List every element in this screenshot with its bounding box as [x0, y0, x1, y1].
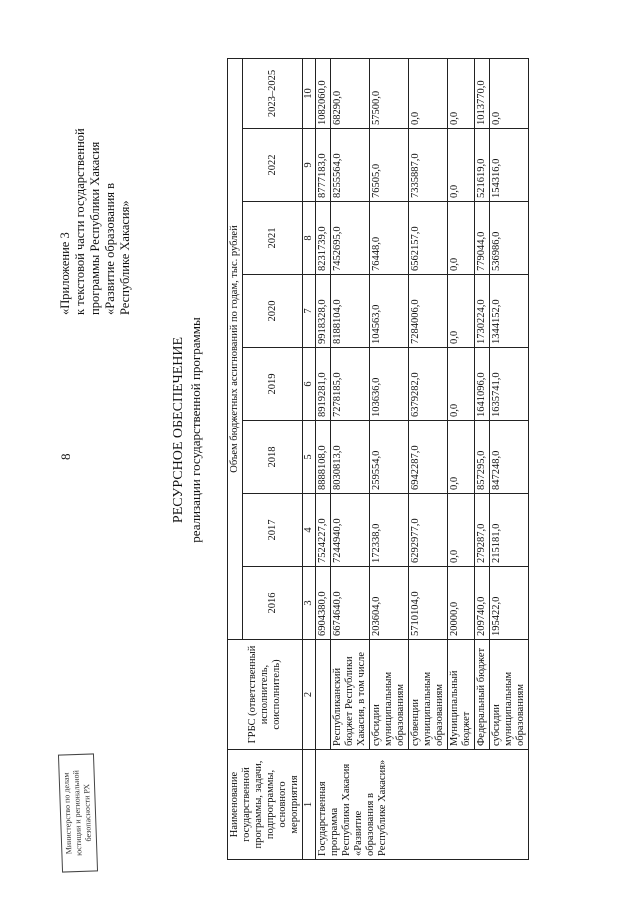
value-cell: 0,0: [448, 494, 475, 567]
value-cell: 8231739,0: [316, 202, 331, 275]
index-cell: 9: [303, 129, 316, 202]
value-cell: 6562157,0: [409, 202, 448, 275]
grbs-cell: Федеральный бюджет: [475, 640, 490, 750]
table-row-total: [316, 59, 331, 860]
value-cell: 0,0: [409, 59, 448, 129]
table-row: [448, 59, 475, 860]
year-header: 2019: [243, 348, 303, 421]
value-cell: 7335887,0: [409, 129, 448, 202]
value-cell: 7524227,0: [316, 494, 331, 567]
value-cell: 8888108,0: [316, 421, 331, 494]
appendix-line: программы Республики Хакасия: [88, 141, 102, 315]
grbs-cell: субсидии муниципальным образованиям: [370, 640, 409, 750]
value-cell: 521619,0: [475, 129, 490, 202]
col-name-header: Наименование государственной программы, задачи, подпрограммы, основного мероприятия: [228, 750, 303, 860]
value-cell: 1641096,0: [475, 348, 490, 421]
page-number: 8: [58, 453, 73, 460]
grbs-cell: [316, 640, 331, 750]
value-cell: 6942287,0: [409, 421, 448, 494]
value-cell: 195422,0: [490, 567, 529, 640]
value-cell: 536986,0: [490, 202, 529, 275]
value-cell: 0,0: [448, 348, 475, 421]
value-cell: 203604,0: [370, 567, 409, 640]
value-cell: 104563,0: [370, 275, 409, 348]
value-cell: 0,0: [448, 421, 475, 494]
value-cell: 0,0: [490, 59, 529, 129]
value-cell: 5710104,0: [409, 567, 448, 640]
appendix-line: «Развитие образования в: [103, 182, 117, 315]
value-cell: 9918328,0: [316, 275, 331, 348]
table-row: [490, 59, 529, 860]
index-cell: 7: [303, 275, 316, 348]
col-grbs-header: ГРБС (ответственный исполнитель, соисполнитель): [228, 640, 303, 750]
value-cell: 259554,0: [370, 421, 409, 494]
value-cell: 7278185,0: [331, 348, 370, 421]
value-cell: 0,0: [448, 202, 475, 275]
year-header: 2021: [243, 202, 303, 275]
appendix-line: Республике Хакасия»: [118, 200, 132, 315]
value-cell: 57500,0: [370, 59, 409, 129]
value-cell: 1730224,0: [475, 275, 490, 348]
value-cell: 7244940,0: [331, 494, 370, 567]
grbs-cell: субвенции муниципальным образованиям: [409, 640, 448, 750]
table-row: [370, 59, 409, 860]
value-cell: 7284006,0: [409, 275, 448, 348]
value-cell: 8030813,0: [331, 421, 370, 494]
value-cell: 1013770,0: [475, 59, 490, 129]
grbs-cell: Муниципальный бюджет: [448, 640, 475, 750]
value-cell: 8188104,0: [331, 275, 370, 348]
value-cell: 6674640,0: [331, 567, 370, 640]
index-cell: 6: [303, 348, 316, 421]
year-header: 2018: [243, 421, 303, 494]
value-cell: 0,0: [448, 275, 475, 348]
table-row: [409, 59, 448, 860]
appendix-line: к текстовой части государственной: [73, 128, 87, 315]
value-cell: 857295,0: [475, 421, 490, 494]
index-cell: 4: [303, 494, 316, 567]
value-cell: 779044,0: [475, 202, 490, 275]
appendix-line: «Приложение 3: [58, 232, 72, 315]
value-cell: 154316,0: [490, 129, 529, 202]
resource-table: [227, 58, 529, 860]
value-cell: 20000,0: [448, 567, 475, 640]
years-group-header: Объем бюджетных ассигнований по годам, тыс. рублей: [228, 59, 243, 640]
value-cell: 103636,0: [370, 348, 409, 421]
value-cell: 8255564,0: [331, 129, 370, 202]
grbs-cell: субсидии муниципальным образованиям: [490, 640, 529, 750]
registration-stamp: Министерство по делам юстиции и региональной безопасности РХ: [58, 753, 98, 872]
index-cell: 5: [303, 421, 316, 494]
table-row: [331, 59, 370, 860]
value-cell: 6379282,0: [409, 348, 448, 421]
value-cell: 76505,0: [370, 129, 409, 202]
value-cell: 68290,0: [331, 59, 370, 129]
value-cell: 279287,0: [475, 494, 490, 567]
value-cell: 1082060,0: [316, 59, 331, 129]
value-cell: 8919281,0: [316, 348, 331, 421]
document-subtitle: реализации государственной программы: [188, 317, 203, 543]
value-cell: 209740,0: [475, 567, 490, 640]
document-title-block: [170, 155, 204, 705]
value-cell: 0,0: [448, 129, 475, 202]
index-cell: 10: [303, 59, 316, 129]
value-cell: 1635741,0: [490, 348, 529, 421]
year-header: 2022: [243, 129, 303, 202]
value-cell: 172338,0: [370, 494, 409, 567]
value-cell: 0,0: [448, 59, 475, 129]
value-cell: 76448,0: [370, 202, 409, 275]
value-cell: 8777183,0: [316, 129, 331, 202]
header-row: [228, 59, 243, 860]
index-row: [303, 59, 316, 860]
value-cell: 215181,0: [490, 494, 529, 567]
year-header: 2016: [243, 567, 303, 640]
index-cell: 3: [303, 567, 316, 640]
value-cell: 6904380,0: [316, 567, 331, 640]
value-cell: 7452695,0: [331, 202, 370, 275]
table-row: [475, 59, 490, 860]
year-header: 2023–2025: [243, 59, 303, 129]
document-title: РЕСУРСНОЕ ОБЕСПЕЧЕНИЕ: [171, 336, 186, 524]
year-header: 2020: [243, 275, 303, 348]
index-cell: 8: [303, 202, 316, 275]
grbs-cell: Республиканский бюджет Республики Хакасия, в том числе: [331, 640, 370, 750]
program-name-cell: Государственная программа Республики Хакасия «Развитие образования в Республике Хакасия»: [316, 750, 529, 860]
value-cell: 6292977,0: [409, 494, 448, 567]
value-cell: 847248,0: [490, 421, 529, 494]
year-header: 2017: [243, 494, 303, 567]
index-cell: 2: [303, 640, 316, 750]
index-cell: 1: [303, 750, 316, 860]
value-cell: 1344152,0: [490, 275, 529, 348]
appendix-note: [58, 125, 133, 315]
